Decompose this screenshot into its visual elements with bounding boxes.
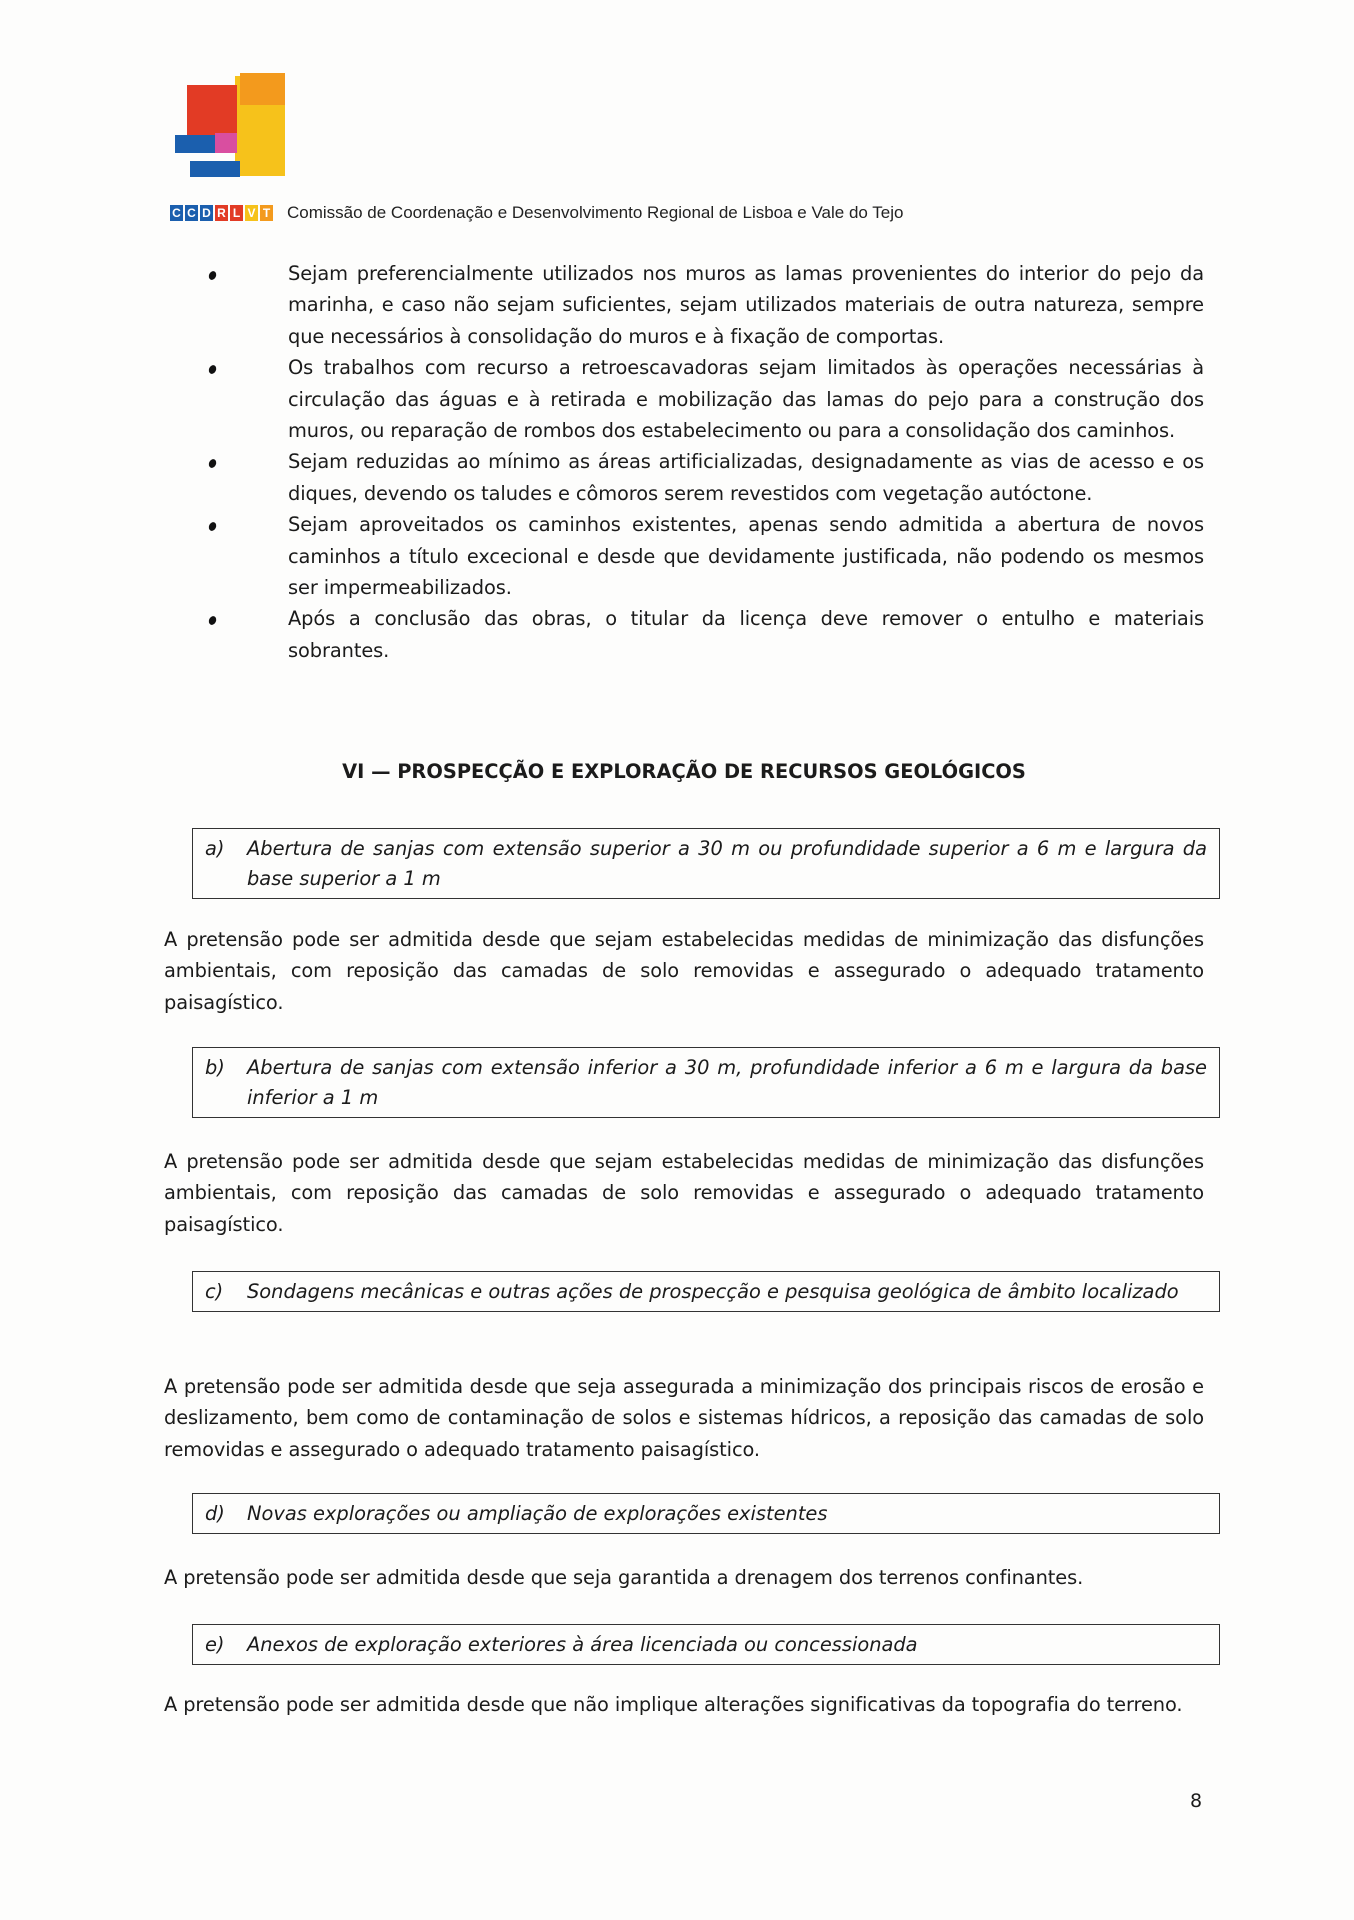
list-item xyxy=(164,509,1204,603)
brand-letters xyxy=(170,205,273,221)
list-item xyxy=(164,352,1204,446)
item-title: Abertura de sanjas com extensão inferior a 30 m, profundidade inferior a 6 m e largura da base inferior a 1 m xyxy=(247,1056,1207,1109)
item-title: Novas explorações ou ampliação de explorações existentes xyxy=(247,1502,828,1525)
brand-letter: V xyxy=(245,205,258,221)
bullet-text: Sejam reduzidas ao mínimo as áreas artificializadas, designadamente as vias de acesso e os diques, devendo os taludes e cômoros serem revestidos com vegetação autóctone. xyxy=(288,450,1204,505)
bullet-icon xyxy=(207,458,217,469)
bullet-list-section xyxy=(164,258,1204,666)
bullet-icon xyxy=(207,270,217,281)
bullet-text: Os trabalhos com recurso a retroescavadoras sejam limitados às operações necessárias à circulação das águas e à retirada e mobilização das lamas do pejo para a construção dos muros, ou reparação de rombos dos estabelecimento ou para a consolidação dos caminhos. xyxy=(288,356,1204,443)
item-label: c) xyxy=(205,1280,224,1303)
organization-name: Comissão de Coordenação e Desenvolvimento Regional de Lisboa e Vale do Tejo xyxy=(287,203,904,222)
brand-letter: L xyxy=(230,205,243,221)
bullet-text: Sejam aproveitados os caminhos existentes, apenas sendo admitida a abertura de novos caminhos a título excecional e desde que devidamente justificada, não podendo os mesmos ser impermeabilizados. xyxy=(288,513,1204,600)
item-label: e) xyxy=(205,1633,225,1656)
bullet-icon xyxy=(207,615,217,626)
item-box-a xyxy=(192,828,1220,899)
item-title: Sondagens mecânicas e outras ações de prospecção e pesquisa geológica de âmbito localizado xyxy=(247,1280,1179,1303)
bullet-text: Após a conclusão das obras, o titular da licença deve remover o entulho e materiais sobrantes. xyxy=(288,607,1204,662)
item-label: a) xyxy=(205,837,225,860)
item-box-d xyxy=(192,1493,1220,1534)
page-number: 8 xyxy=(1190,1790,1203,1812)
item-paragraph-b: A pretensão pode ser admitida desde que sejam estabelecidas medidas de minimização das disfunções ambientais, com reposição das camadas de solo removidas e assegurado o adequado tratamento paisagístico. xyxy=(164,1150,1204,1236)
item-label: b) xyxy=(205,1056,225,1079)
item-title: Anexos de exploração exteriores à área licenciada ou concessionada xyxy=(247,1633,918,1656)
item-box-c xyxy=(192,1271,1220,1312)
item-title: Abertura de sanjas com extensão superior a 30 m ou profundidade superior a 6 m e largura da base superior a 1 m xyxy=(247,837,1207,890)
item-paragraph-e: A pretensão pode ser admitida desde que não implique alterações significativas da topografia do terreno. xyxy=(164,1693,1183,1716)
item-paragraph-c: A pretensão pode ser admitida desde que seja assegurada a minimização dos principais riscos de erosão e deslizamento, bem como de contaminação de solos e sistemas hídricos, a reposição das camadas de solo removidas e assegurado o adequado tratamento paisagístico. xyxy=(164,1375,1204,1461)
list-item xyxy=(164,446,1204,509)
section-title: VI — PROSPECÇÃO E EXPLORAÇÃO DE RECURSOS GEOLÓGICOS xyxy=(342,760,1026,783)
bullet-icon xyxy=(207,364,217,375)
ccdr-logo xyxy=(170,73,290,183)
bullet-text: Sejam preferencialmente utilizados nos muros as lamas provenientes do interior do pejo da marinha, e caso não sejam suficientes, sejam utilizados materiais de outra natureza, sempre que necessários à consolidação do muros e à fixação de comportas. xyxy=(288,262,1204,348)
item-label: d) xyxy=(205,1502,225,1525)
brand-letter: R xyxy=(215,205,228,221)
brand-header xyxy=(170,204,903,222)
item-box-b xyxy=(192,1047,1220,1118)
list-item xyxy=(164,258,1204,352)
brand-letter: D xyxy=(200,205,213,221)
item-box-e xyxy=(192,1624,1220,1665)
bullet-list xyxy=(164,258,1204,666)
brand-letter: C xyxy=(185,205,198,221)
bullet-icon xyxy=(207,521,217,532)
item-paragraph-d: A pretensão pode ser admitida desde que seja garantida a drenagem dos terrenos confinantes. xyxy=(164,1566,1084,1589)
brand-letter: T xyxy=(260,205,273,221)
list-item xyxy=(164,603,1204,666)
brand-letter: C xyxy=(170,205,183,221)
item-paragraph-a: A pretensão pode ser admitida desde que sejam estabelecidas medidas de minimização das disfunções ambientais, com reposição das camadas de solo removidas e assegurado o adequado tratamento paisagístico. xyxy=(164,928,1204,1014)
